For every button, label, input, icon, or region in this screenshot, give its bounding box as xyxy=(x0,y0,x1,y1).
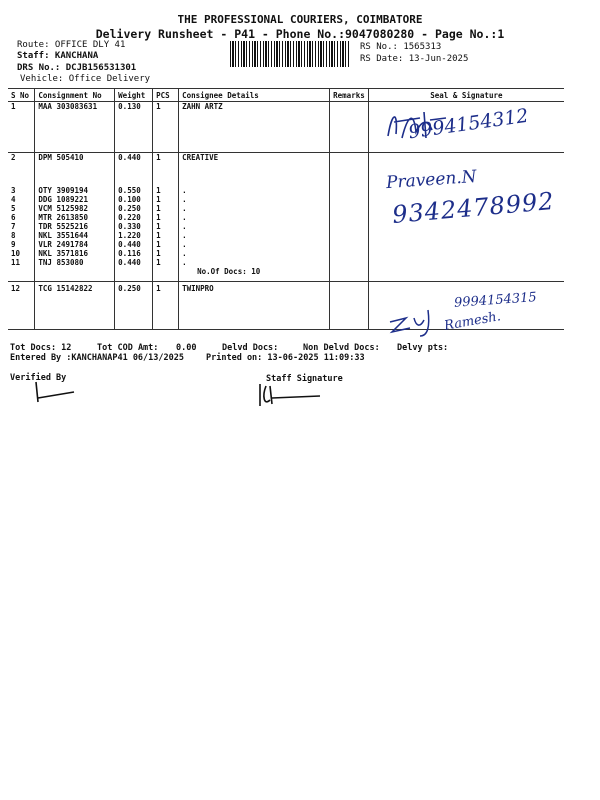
cell-signature xyxy=(368,258,564,267)
company-title: THE PROFESSIONAL COURIERS, COIMBATORE xyxy=(177,13,423,26)
no-of-docs: No.Of Docs: 10 xyxy=(179,267,330,282)
handwritten-phone-1: 9994154312 xyxy=(407,104,530,144)
table-row xyxy=(8,240,564,249)
handwritten-name-2: Praveen.N xyxy=(385,166,478,194)
cell-signature xyxy=(368,231,564,240)
cell-pcs: 1 xyxy=(153,240,179,249)
cell-consignment: DDG 1089221 xyxy=(35,195,115,204)
cell-remarks xyxy=(330,213,369,222)
cell-sno: 5 xyxy=(8,204,35,213)
route-label: Route: OFFICE DLY 41 xyxy=(17,40,126,50)
cell-weight: 0.116 xyxy=(115,249,153,258)
cell-pcs: 1 xyxy=(153,195,179,204)
cell-remarks xyxy=(330,231,369,240)
cell-remarks xyxy=(330,102,369,153)
cell-sno: 2 xyxy=(8,153,35,187)
total-cod-value: 0.00 xyxy=(176,343,197,353)
cell-consignment: DPM 505410 xyxy=(35,153,115,187)
table-row xyxy=(8,231,564,240)
cell-remarks xyxy=(330,249,369,258)
cell-consignee: TWINPRO xyxy=(179,282,330,330)
handwritten-name-3: Ramesh. xyxy=(443,309,502,334)
cell-pcs: 1 xyxy=(153,258,179,267)
cell-pcs: 1 xyxy=(153,186,179,195)
cell-consignee: . xyxy=(179,240,330,249)
cell-consignee: . xyxy=(179,186,330,195)
signature-scribble-3 xyxy=(384,300,444,338)
cell-weight: 0.250 xyxy=(115,204,153,213)
cell-consignment: TNJ 853080 xyxy=(35,258,115,267)
table-header-row xyxy=(8,89,564,102)
cell-consignee: . xyxy=(179,204,330,213)
cell-pcs: 1 xyxy=(153,102,179,153)
cell-consignee: . xyxy=(179,222,330,231)
non-delivered-docs-label: Non Delvd Docs: xyxy=(303,343,380,353)
cell-sno: 6 xyxy=(8,213,35,222)
cell-weight: 0.130 xyxy=(115,102,153,153)
verified-by-label: Verified By xyxy=(10,373,67,383)
cell-consignment: VLR 2491784 xyxy=(35,240,115,249)
table-row xyxy=(8,153,564,187)
cell-sno: 8 xyxy=(8,231,35,240)
cell-consignment: NKL 3551644 xyxy=(35,231,115,240)
handwritten-phone-3: 9994154315 xyxy=(453,290,538,311)
cell-consignment: TCG 15142822 xyxy=(35,282,115,330)
cell-weight: 1.220 xyxy=(115,231,153,240)
cell-remarks xyxy=(330,258,369,267)
cell-remarks xyxy=(330,153,369,187)
cell-weight: 0.330 xyxy=(115,222,153,231)
col-sno: S No xyxy=(8,89,35,102)
vehicle-label: Vehicle: Office Delivery xyxy=(20,74,151,84)
cell-consignee: ZAHN ARTZ xyxy=(179,102,330,153)
col-pcs: PCS xyxy=(153,89,179,102)
cell-consignee: . xyxy=(179,195,330,204)
cell-pcs: 1 xyxy=(153,249,179,258)
cell-signature xyxy=(368,240,564,249)
cell-weight: 0.440 xyxy=(115,258,153,267)
staff-label: Staff: KANCHANA xyxy=(17,51,99,61)
cell-consignment: TDR 5525216 xyxy=(35,222,115,231)
cell-remarks xyxy=(330,186,369,195)
cell-signature xyxy=(368,249,564,258)
delivered-docs-label: Delvd Docs: xyxy=(222,343,279,353)
cell-weight: 0.100 xyxy=(115,195,153,204)
cell-weight: 0.550 xyxy=(115,186,153,195)
table-row xyxy=(8,222,564,231)
col-weight: Weight xyxy=(115,89,153,102)
table-row xyxy=(8,267,564,282)
cell-sno: 10 xyxy=(8,249,35,258)
cell-consignment: NKL 3571816 xyxy=(35,249,115,258)
cell-consignment: MAA 303083631 xyxy=(35,102,115,153)
cell-sno: 3 xyxy=(8,186,35,195)
cell-remarks xyxy=(330,282,369,330)
cell-consignee: CREATIVE xyxy=(179,153,330,187)
barcode xyxy=(230,41,350,67)
cell-pcs: 1 xyxy=(153,153,179,187)
runsheet-subtitle: Delivery Runsheet - P41 - Phone No.:9047080280 - Page No.:1 xyxy=(95,27,505,41)
table-row xyxy=(8,258,564,267)
cell-sno: 11 xyxy=(8,258,35,267)
col-consignee: Consignee Details xyxy=(179,89,330,102)
cell-weight: 0.440 xyxy=(115,153,153,187)
cell-pcs: 1 xyxy=(153,282,179,330)
drs-number: DRS No.: DCJB156531301 xyxy=(17,63,137,73)
cell-sno: 9 xyxy=(8,240,35,249)
staff-signature-label: Staff Signature xyxy=(266,374,343,384)
cell-consignee: . xyxy=(179,213,330,222)
cell-consignment: MTR 2613850 xyxy=(35,213,115,222)
cell-weight: 0.220 xyxy=(115,213,153,222)
col-consignment: Consignment No xyxy=(35,89,115,102)
cell-remarks xyxy=(330,195,369,204)
cell-consignee: . xyxy=(179,231,330,240)
total-cod-label: Tot COD Amt: xyxy=(97,343,159,353)
table-row xyxy=(8,249,564,258)
cell-consignee: . xyxy=(179,258,330,267)
cell-remarks xyxy=(330,240,369,249)
cell-sno: 7 xyxy=(8,222,35,231)
rs-date: RS Date: 13-Jun-2025 xyxy=(360,54,469,64)
cell-remarks xyxy=(330,222,369,231)
cell-pcs: 1 xyxy=(153,213,179,222)
cell-consignment: VCM 5125982 xyxy=(35,204,115,213)
cell-pcs: 1 xyxy=(153,204,179,213)
verified-signature-mark xyxy=(30,380,80,406)
total-docs: Tot Docs: 12 xyxy=(10,343,72,353)
col-seal-signature: Seal & Signature xyxy=(368,89,564,102)
cell-sno: 4 xyxy=(8,195,35,204)
cell-weight: 0.250 xyxy=(115,282,153,330)
cell-consignee: . xyxy=(179,249,330,258)
cell-consignment: OTY 3909194 xyxy=(35,186,115,195)
staff-signature-mark xyxy=(254,380,324,410)
col-remarks: Remarks xyxy=(330,89,369,102)
cell-remarks xyxy=(330,204,369,213)
entered-by: Entered By :KANCHANAP41 06/13/2025 xyxy=(10,353,184,363)
cell-pcs: 1 xyxy=(153,231,179,240)
cell-weight: 0.440 xyxy=(115,240,153,249)
handwritten-phone-2: 9342478992 xyxy=(391,186,556,230)
delivery-points-label: Delvy pts: xyxy=(397,343,449,353)
rs-number: RS No.: 1565313 xyxy=(360,42,442,52)
cell-pcs: 1 xyxy=(153,222,179,231)
cell-sno: 12 xyxy=(8,282,35,330)
printed-on: Printed on: 13-06-2025 11:09:33 xyxy=(206,353,365,363)
cell-sno: 1 xyxy=(8,102,35,153)
